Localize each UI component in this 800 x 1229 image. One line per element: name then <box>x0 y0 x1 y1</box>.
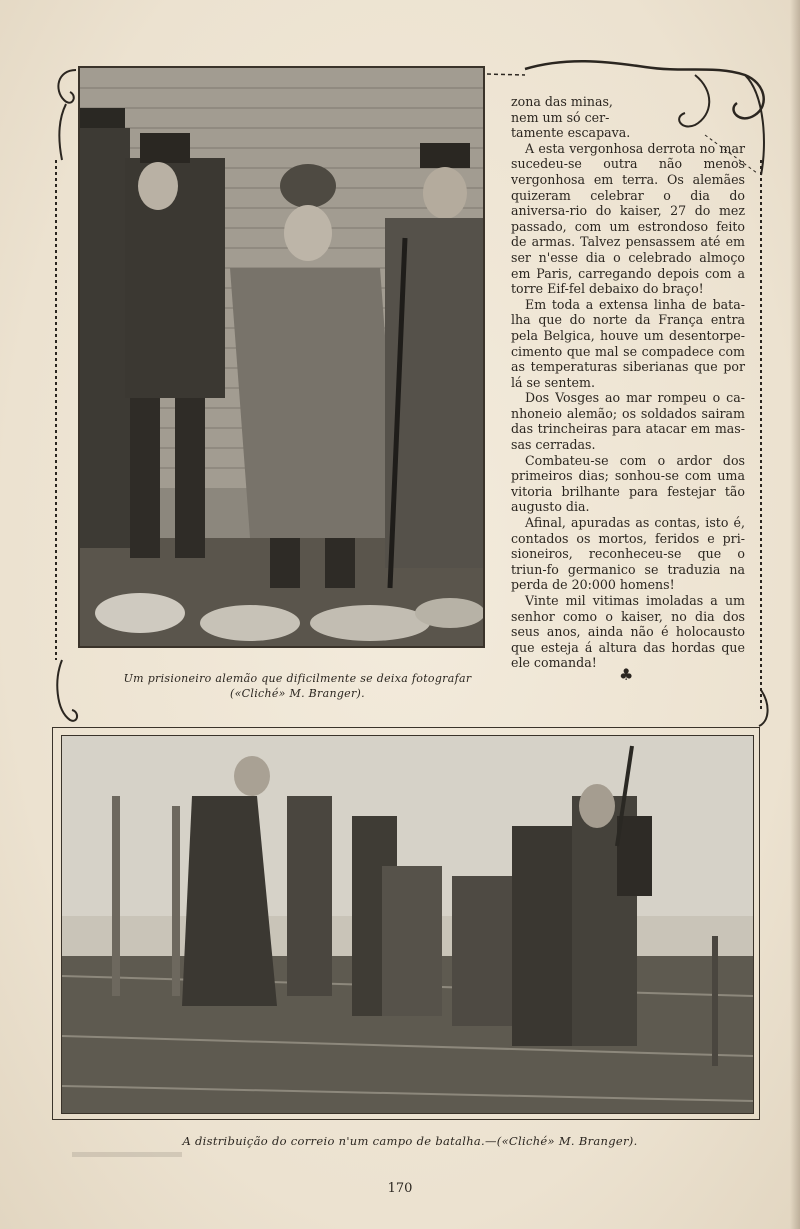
article-paragraph: Em toda a extensa linha de bata-lha que do norte da França entra pela Belgica, houve um desentorpe-cimento que mal se compadece com as temperaturas siberianas que por lá se sentem. <box>511 296 745 390</box>
opening-line: zona das minas, <box>511 94 613 109</box>
ghost-print-smudge <box>72 1150 192 1160</box>
prisoner-caption-credit: («Cliché» M. Branger). <box>230 687 365 700</box>
club-ornament-icon: ♣ <box>619 665 634 684</box>
page-spine-shadow <box>790 0 800 1229</box>
prisoner-photo-caption <box>100 671 495 701</box>
page-number: 170 <box>387 1181 413 1196</box>
opening-line: nem um só cer- <box>511 109 610 125</box>
article-paragraph: Vinte mil vitimas imoladas a um senhor como o kaiser, no dia dos seus anos, ainda não é holocausto que esteja á altura das hordas que ele comanda! <box>511 593 745 671</box>
right-ornament-vine <box>745 150 775 730</box>
article-paragraph: Combateu-se com o ardor dos primeiros dias; sonhou-se com uma vitoria brilhante para festejar tão augusto dia. <box>511 452 745 515</box>
opening-line: tamente escapava. <box>511 125 631 141</box>
article-paragraph: A esta vergonhosa derrota no mar sucedeu-se outra não menos vergonhosa em terra. Os alemães quizeram celebrar o dia do aniversa-rio do kaiser, 27 do mez passado, com um estrondoso feito de armas. Talvez pensassem até em ser n'esse dia o celebrado almoço em Paris, carregando depois com a torre Eif-fel debaixo do braço! <box>511 140 745 297</box>
article-paragraph: Dos Vosges ao mar rompeu o ca-nhoneio alemão; os soldados sairam das trincheiras para atacar em mas-sas cerradas. <box>511 390 745 453</box>
article-text-column <box>511 94 745 671</box>
article-paragraph: Afinal, apuradas as contas, isto é, contados os mortos, feridos e pri-sioneiros, reconheceu-se que o triun-fo germanico se traduzia na perda de 20:000 homens! <box>511 515 745 593</box>
mail-distribution-photograph <box>61 735 754 1114</box>
prisoner-caption-line1: Um prisioneiro alemão que dificilmente se deixa fotografar <box>123 672 472 685</box>
mail-photo-caption: A distribuição do correio n'um campo de batalha.—(«Cliché» M. Branger). <box>182 1134 638 1148</box>
prisoner-photograph <box>78 66 485 648</box>
